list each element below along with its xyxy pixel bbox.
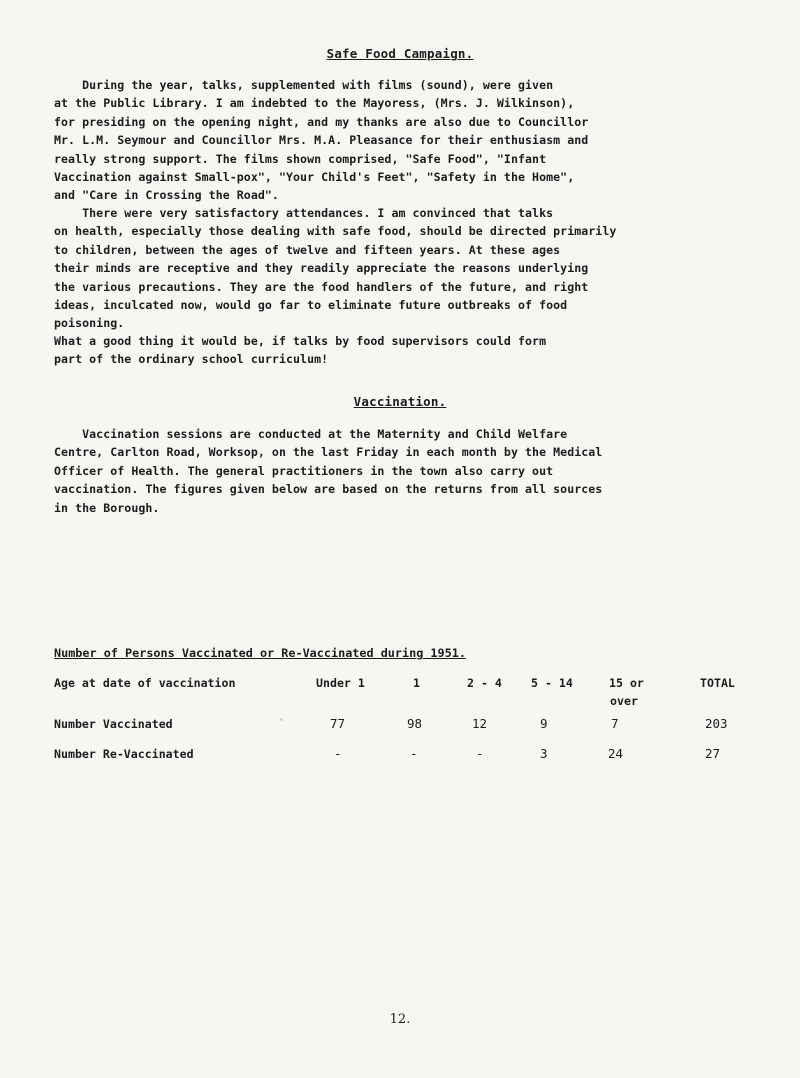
cell-revaccinated-2-4: - bbox=[476, 746, 484, 761]
page-number: 12. bbox=[389, 1012, 411, 1027]
column-header-under-1: Under 1 bbox=[316, 676, 365, 690]
cell-vaccinated-5-14: 9 bbox=[540, 716, 548, 731]
print-speck bbox=[280, 718, 283, 721]
column-header-1: 1 bbox=[413, 676, 420, 690]
column-header-15-or: 15 or bbox=[609, 676, 644, 690]
cell-vaccinated-total: 203 bbox=[705, 716, 728, 731]
paragraph-vaccination-sessions: Vaccination sessions are conducted at the Maternity and Child Welfare Centre, Carlton Road, Worksop, on the last Friday in each month by the Medical Officer of Health. The general practitioners in the town also carry out vaccination. The figures given below are based on the returns from all sources in the Borough. bbox=[54, 427, 603, 515]
cell-vaccinated-15-over: 7 bbox=[611, 716, 619, 731]
row-label-revaccinated: Number Re-Vaccinated bbox=[54, 747, 194, 761]
cell-vaccinated-1: 98 bbox=[407, 716, 423, 731]
column-header-over: over bbox=[610, 694, 638, 708]
column-header-total: TOTAL bbox=[700, 676, 735, 690]
table-title: Number of Persons Vaccinated or Re-Vaccinated during 1951. bbox=[54, 646, 466, 660]
column-header-2-4: 2 - 4 bbox=[467, 676, 502, 690]
cell-vaccinated-2-4: 12 bbox=[472, 716, 488, 731]
row-label-vaccinated: Number Vaccinated bbox=[54, 717, 173, 731]
cell-revaccinated-15-over: 24 bbox=[608, 746, 624, 761]
paragraph-school-curriculum: What a good thing it would be, if talks by food supervisors could form part of the ordinary school curriculum! bbox=[54, 334, 547, 367]
section-heading-vaccination: Vaccination. bbox=[353, 394, 447, 409]
cell-vaccinated-under-1: 77 bbox=[330, 716, 346, 731]
paragraph-safe-food-talks: During the year, talks, supplemented with films (sound), were given at the Public Library. I am indebted to the Mayoress, (Mrs. J. Wilkinson), for presiding on the opening night, and my thanks are also due to Councillor Mr. L.M. Seymour and Councillor Mrs. M.A. Pleasance for their enthusiasm and really strong support. The films shown comprised, "Safe Food", "Infant Vaccination against Small-pox", "Your Child's Feet", "Safety in the Home", and "Care in Crossing the Road". bbox=[54, 78, 589, 203]
cell-revaccinated-under-1: - bbox=[334, 746, 342, 761]
section-heading-safe-food: Safe Food Campaign. bbox=[326, 46, 474, 61]
paragraph-attendances: There were very satisfactory attendances. I am convinced that talks on health, especially those dealing with safe food, should be directed primarily to children, between the ages of twelve and fifteen years. At these ages their minds are receptive and they readily appreciate the reasons underlying the various precautions. They are the food handlers of the future, and right ideas, inculcated now, would go far to eliminate future outbreaks of food poisoning. bbox=[54, 206, 617, 331]
table-header-label: Age at date of vaccination bbox=[54, 676, 236, 690]
column-header-5-14: 5 - 14 bbox=[531, 676, 573, 690]
cell-revaccinated-total: 27 bbox=[705, 746, 721, 761]
cell-revaccinated-5-14: 3 bbox=[540, 746, 548, 761]
cell-revaccinated-1: - bbox=[410, 746, 418, 761]
